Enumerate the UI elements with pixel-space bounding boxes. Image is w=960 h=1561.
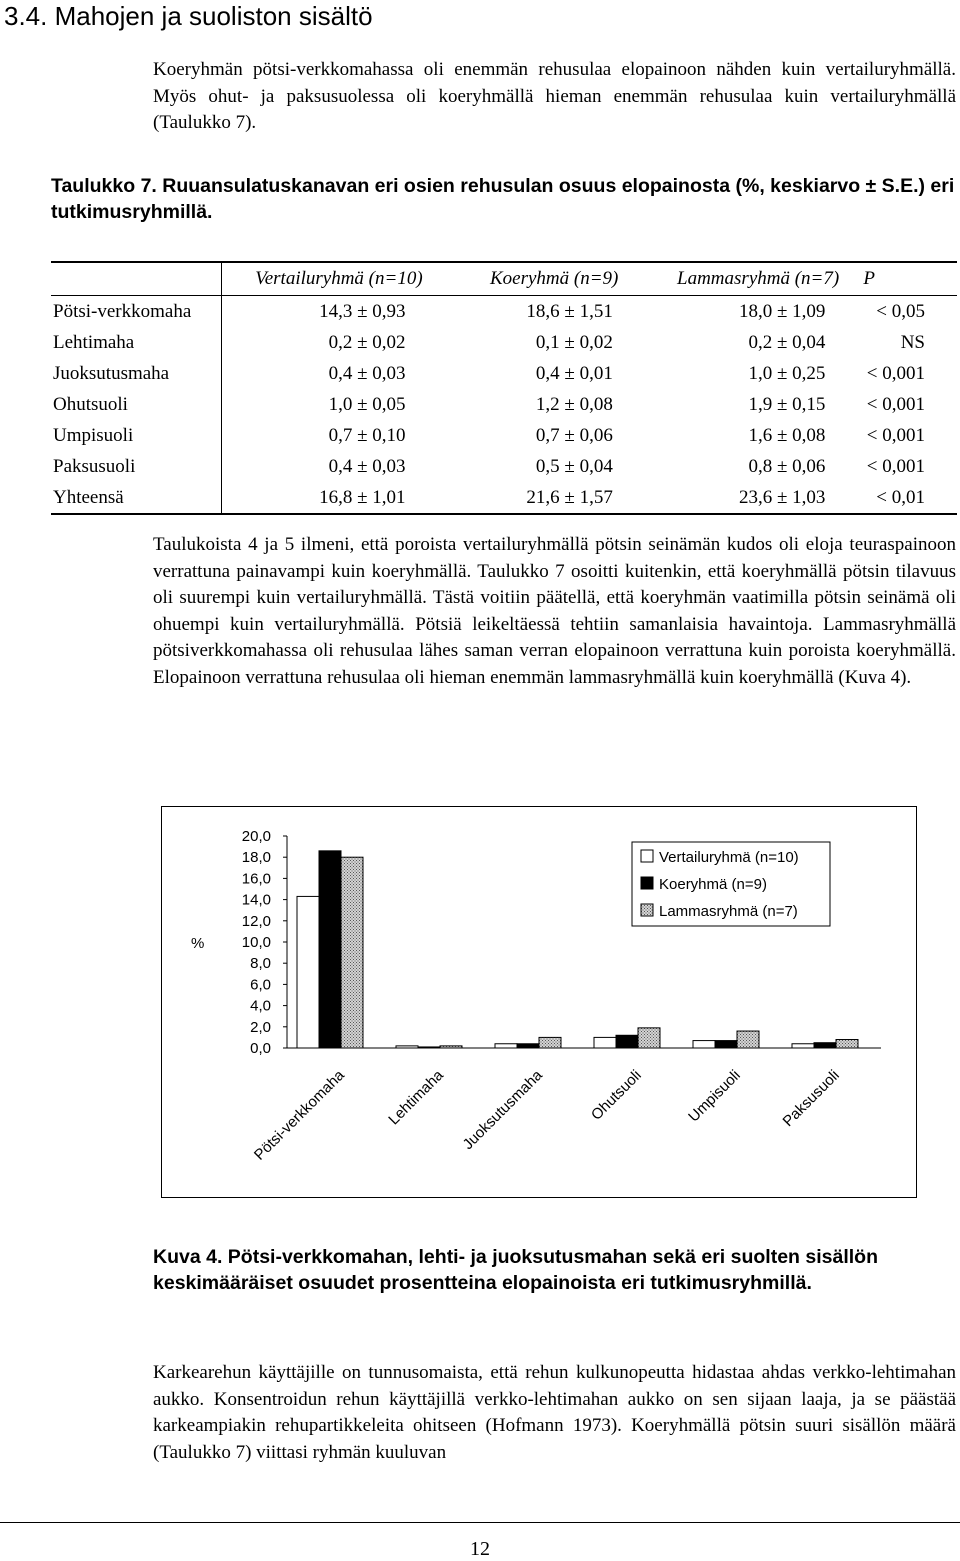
chart-bar [319,851,341,1048]
table-row [51,358,957,389]
chart-bar [715,1041,737,1048]
chart-bar [594,1037,616,1048]
table-row [51,327,957,358]
chart-bar [792,1044,814,1048]
x-tick-label: Ohutsuoli [587,1066,645,1124]
chart-bar [693,1041,715,1048]
table-cell: 1,2 ± 0,08 [535,393,613,415]
table-cell: 16,8 ± 1,01 [319,486,406,508]
table-row [51,482,957,514]
bar-chart [161,806,917,1198]
intro-paragraph: Koeryhmän pötsi-verkkomahassa oli enemmän rehusulaa elopainoon nähden kuin vertailuryhmällä. Myös ohut- ja paksusuolessa oli koeryhmällä hieman enemmän rehusulaa kuin vertailuryhmällä (Taulukko 7). [153,59,956,133]
footer-rule [0,1522,960,1523]
figure-caption: Kuva 4. Pötsi-verkkomahan, lehti- ja juoksutusmahan sekä eri suolten sisällön keskimääräiset osuudet prosentteina elopainoista eri tutkimusryhmillä. [153,1246,878,1294]
y-tick-label: 14,0 [241,891,271,909]
row-label: Umpisuoli [51,420,222,451]
legend-label: Vertailuryhmä (n=10) [659,849,799,866]
table-cell: 21,6 ± 1,57 [526,486,613,508]
row-label: Juoksutusmaha [51,358,222,389]
y-tick-label: 4,0 [250,997,271,1015]
table-cell: 1,6 ± 0,08 [748,424,826,446]
table-cell: NS [900,331,925,353]
chart-bar [638,1028,660,1048]
data-table [51,261,957,515]
table-header-row [51,262,957,296]
table-cell: 0,2 ± 0,02 [328,331,406,353]
chart-bar [341,857,363,1048]
table-cell: 0,2 ± 0,04 [748,331,826,353]
chart-bar [517,1044,539,1048]
table-cell: 14,3 ± 0,93 [319,300,406,322]
row-label: Lehtimaha [51,327,222,358]
legend-label: Lammasryhmä (n=7) [659,903,798,920]
table-header-cell: Lammasryhmä (n=7) [677,268,840,289]
table-header-cell: P [863,268,875,289]
chart-bar [737,1031,759,1048]
table-row [51,389,957,420]
table-caption: Taulukko 7. Ruuansulatuskanavan eri osien rehusulan osuus elopainosta (%, keskiarvo ± S.E.) eri tutkimusryhmillä. [51,175,955,223]
section-heading: 3.4. Mahojen ja suoliston sisältö [4,1,373,31]
legend-swatch [641,877,653,889]
row-label: Yhteensä [51,482,222,514]
table-cell: 1,0 ± 0,25 [748,362,826,384]
row-label: Pötsi-verkkomaha [51,296,222,328]
row-label: Ohutsuoli [51,389,222,420]
table-header-cell: Koeryhmä (n=9) [489,268,619,289]
table-cell: 0,7 ± 0,10 [328,424,406,446]
chart-bar [616,1035,638,1048]
x-tick-label: Umpisuoli [685,1066,744,1126]
table-cell: < 0,001 [866,393,925,415]
row-label: Paksusuoli [51,451,222,482]
table-cell: 0,1 ± 0,02 [535,331,613,353]
table-cell: 0,7 ± 0,06 [535,424,613,446]
y-axis-label: % [191,935,205,952]
legend-swatch [641,904,653,916]
x-tick-label: Paksusuoli [779,1066,843,1131]
legend-swatch [641,850,653,862]
table-cell: < 0,001 [866,362,925,384]
legend-label: Koeryhmä (n=9) [659,876,767,893]
table-cell: 18,6 ± 1,51 [526,300,613,322]
table-cell: < 0,01 [876,486,925,508]
chart-bar [836,1040,858,1048]
x-tick-label: Lehtimaha [385,1066,447,1129]
chart-bar [539,1037,561,1048]
x-tick-label: Pötsi-verkkomaha [250,1066,348,1164]
table-cell: < 0,001 [866,455,925,477]
y-tick-label: 8,0 [250,955,271,973]
discussion-paragraph: Taulukoista 4 ja 5 ilmeni, että poroista vertailuryhmällä pötsin seinämän kudos oli eloja teuraspainoon verrattuna painavampi kuin koeryhmällä. Taulukko 7 osoitti kuitenkin, että koeryhmällä pötsin tilavuus oli suurempi kuin vertailuryhmällä. Tästä voitiin päätellä, että koeryhmän vaatimilla pötsin seinämä oli ohuempi kuin vertailuryhmällä. Pötsiä leikeltäessä tehtiin samanlaisia havaintoja. Lammasryhmällä pötsiverkkomahassa oli rehusulaa lähes saman verran elopainoon verrattuna kuin poroista koeryhmällä. Elopainoon verrattuna rehusulaa oli hieman enemmän lammasryhmällä kuin koeryhmällä (Kuva 4). [153,534,956,688]
table-header-cell: Vertailuryhmä (n=10) [255,268,423,289]
table-cell: 1,0 ± 0,05 [328,393,406,415]
y-tick-label: 18,0 [241,849,271,867]
chart-bar [297,896,319,1048]
y-tick-label: 6,0 [250,976,271,994]
page-number: 12 [470,1538,490,1560]
table-cell: 0,4 ± 0,03 [328,362,406,384]
table-cell: 0,8 ± 0,06 [748,455,826,477]
table-cell: 23,6 ± 1,03 [738,486,826,508]
table-cell: < 0,001 [866,424,925,446]
chart-bar [495,1044,517,1048]
x-tick-label: Juoksutusmaha [459,1066,546,1154]
y-tick-label: 0,0 [250,1040,271,1057]
closing-paragraph: Karkearehun käyttäjille on tunnusomaista, että rehun kulkunopeutta hidastaa ahdas verkko-lehtimahan aukko. Konsentroidun rehun käyttäjillä verkko-lehtimahan aukko on sen sijaan laaja, ja se päästää karkeampiakin rehupartikkeleita ohitseen (Hofmann 1973). Koeryhmällä pötsin suuri sisällön määrä (Taulukko 7) viittasi ryhmän kuuluvan [153,1362,956,1463]
y-tick-label: 10,0 [241,934,271,951]
table-row [51,420,957,451]
table-cell: 0,4 ± 0,01 [535,362,613,384]
y-tick-label: 20,0 [241,828,271,845]
chart-bar [814,1043,836,1048]
table-cell: 1,9 ± 0,15 [748,393,826,415]
table-cell: 0,4 ± 0,03 [328,455,406,477]
y-tick-label: 16,0 [241,870,271,888]
y-tick-label: 12,0 [241,912,271,930]
table-row [51,451,957,482]
table-header-cell [51,262,222,296]
table-cell: 0,5 ± 0,04 [535,455,613,477]
table-cell: < 0,05 [876,300,925,322]
table-row [51,296,957,328]
table-cell: 18,0 ± 1,09 [738,300,826,322]
y-tick-label: 2,0 [250,1018,271,1036]
